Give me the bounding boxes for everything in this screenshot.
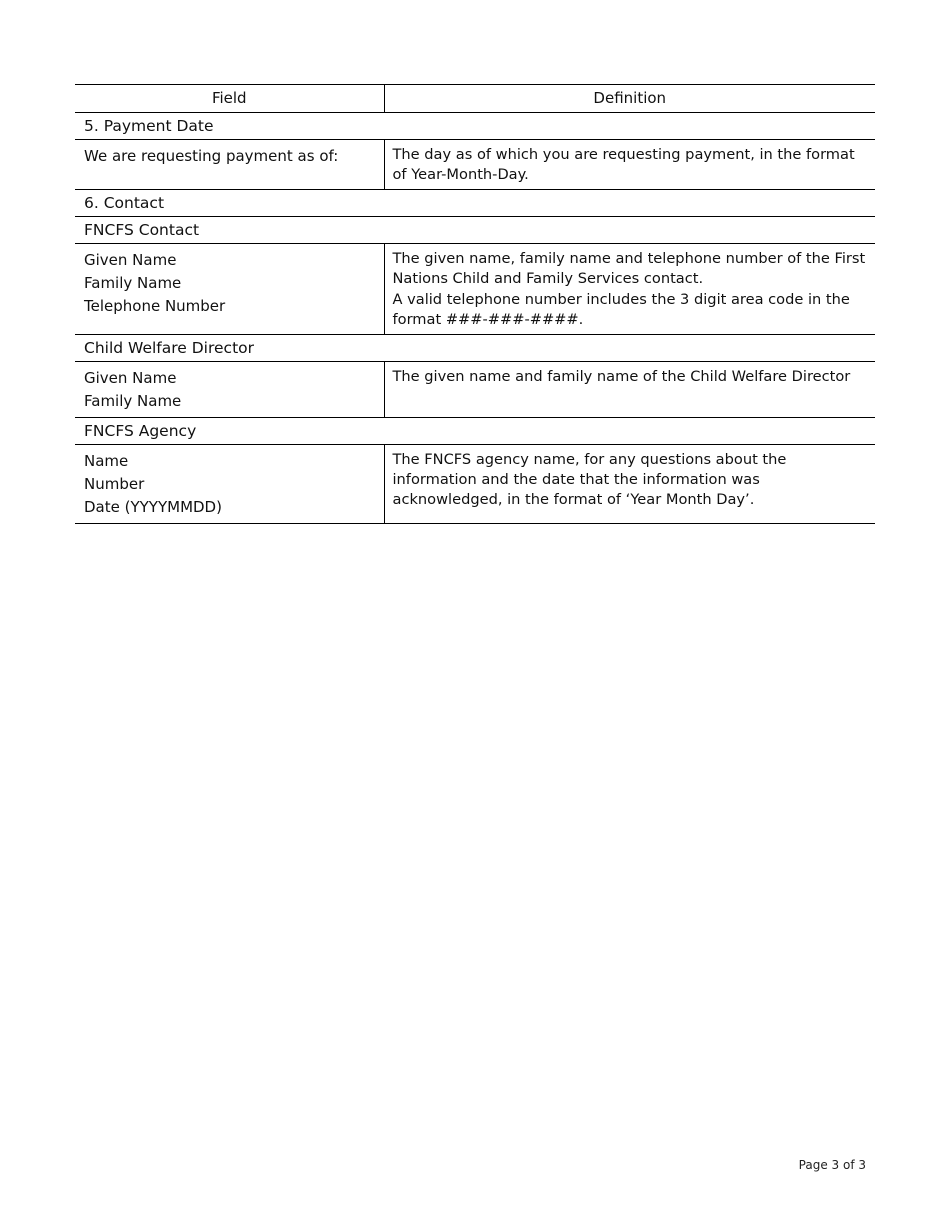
table-row-payment-date bbox=[75, 140, 875, 190]
field-column-header: Field bbox=[75, 85, 384, 113]
definition-cell-payment-date bbox=[384, 140, 875, 190]
definition-text: The given name, family name and telephone number of the First Nations Child and Family Services contact. bbox=[392, 250, 866, 287]
definition-text: The given name and family name of the Child Welfare Director bbox=[392, 368, 851, 385]
section-title-payment-date: 5. Payment Date bbox=[75, 113, 875, 140]
field-definition-table bbox=[75, 84, 875, 524]
field-label-telephone-number: Telephone Number bbox=[84, 297, 226, 315]
table-row-fncfs-contact bbox=[75, 244, 875, 335]
page-number: Page 3 of 3 bbox=[798, 1158, 866, 1172]
subsection-row-child-welfare-director bbox=[75, 335, 875, 362]
field-label-family-name: Family Name bbox=[84, 274, 182, 292]
field-label-given-name: Given Name bbox=[84, 369, 177, 387]
definition-column-header: Definition bbox=[384, 85, 875, 113]
definition-cell-child-welfare-director bbox=[384, 362, 875, 418]
definition-text: The FNCFS agency name, for any questions about the information and the date that the information was acknowledged, in the format of ‘Year Month Day’. bbox=[392, 451, 787, 508]
field-cell-fncfs-contact bbox=[75, 244, 384, 335]
field-label-given-name: Given Name bbox=[84, 251, 177, 269]
field-label-number: Number bbox=[84, 475, 145, 493]
subsection-title-fncfs-agency: FNCFS Agency bbox=[75, 418, 875, 445]
subsection-row-fncfs-agency bbox=[75, 418, 875, 445]
section-row-contact bbox=[75, 190, 875, 217]
field-label-date: Date (YYYYMMDD) bbox=[84, 498, 222, 516]
definition-text-telephone-format: A valid telephone number includes the 3 digit area code in the format ###-###-####. bbox=[392, 291, 850, 328]
subsection-title-fncfs-contact: FNCFS Contact bbox=[75, 217, 875, 244]
field-label-family-name: Family Name bbox=[84, 392, 182, 410]
table-header-row bbox=[75, 85, 875, 113]
table-row-fncfs-agency bbox=[75, 445, 875, 524]
section-title-contact: 6. Contact bbox=[75, 190, 875, 217]
field-cell-child-welfare-director bbox=[75, 362, 384, 418]
definition-text: The day as of which you are requesting payment, in the format of Year-Month-Day. bbox=[392, 146, 855, 183]
section-row-payment-date bbox=[75, 113, 875, 140]
subsection-row-fncfs-contact bbox=[75, 217, 875, 244]
definition-cell-fncfs-agency bbox=[384, 445, 875, 524]
subsection-title-child-welfare-director: Child Welfare Director bbox=[75, 335, 875, 362]
table-row-child-welfare-director bbox=[75, 362, 875, 418]
field-cell-payment-date bbox=[75, 140, 384, 190]
field-label: We are requesting payment as of: bbox=[84, 147, 339, 165]
field-label-name: Name bbox=[84, 452, 129, 470]
definition-cell-fncfs-contact bbox=[384, 244, 875, 335]
field-cell-fncfs-agency bbox=[75, 445, 384, 524]
